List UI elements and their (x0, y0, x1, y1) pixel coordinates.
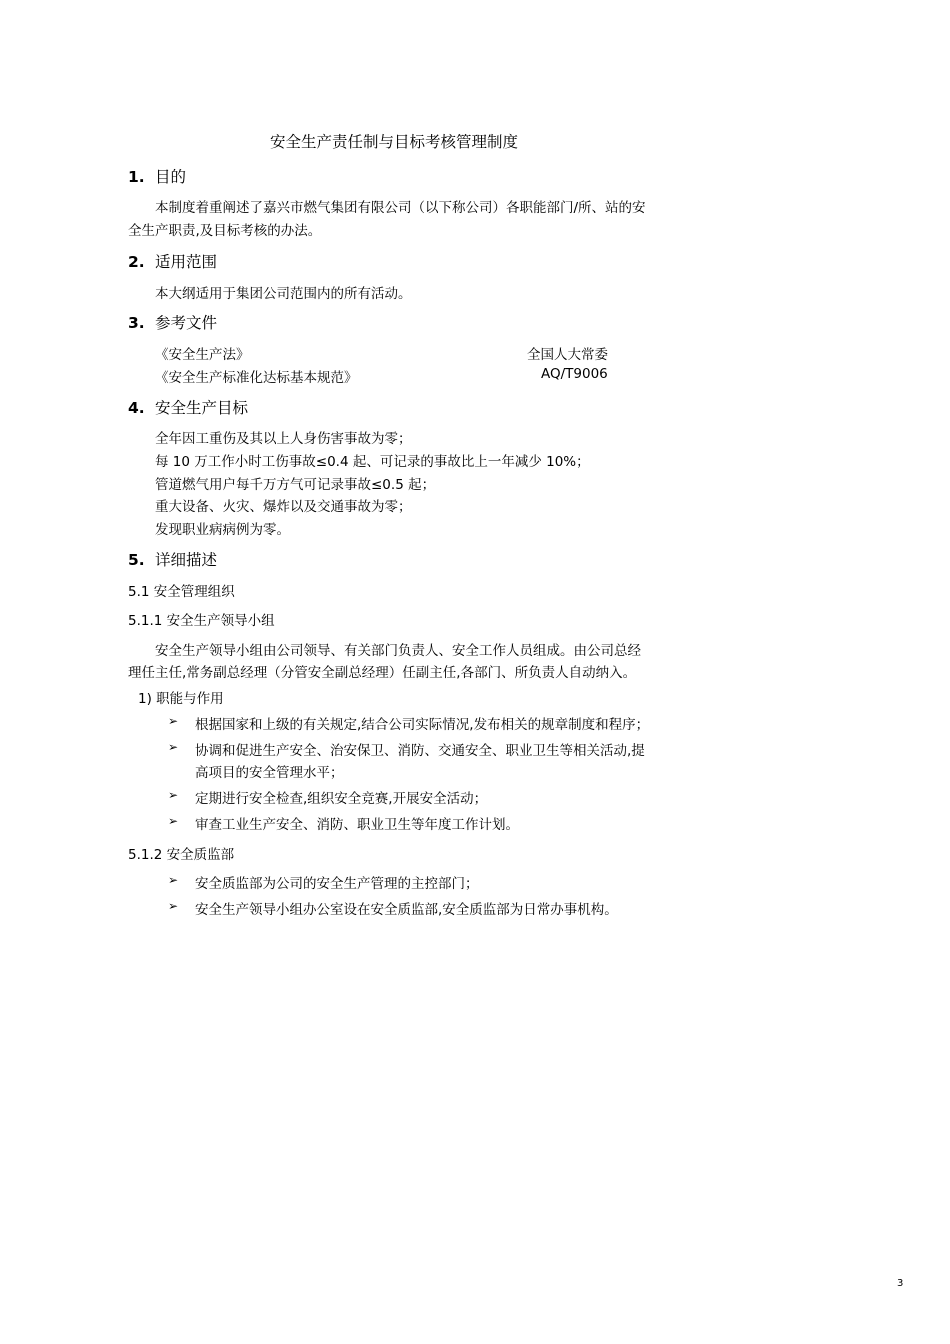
section-title: 参考文件 (155, 314, 218, 332)
section-heading-5 (128, 548, 217, 570)
section-heading-2 (128, 250, 217, 272)
paragraph-line: 全生产职责,及目标考核的办法。 (128, 223, 322, 239)
goal-line: 全年因工重伤及其以上人身伤害事故为零； (155, 431, 412, 447)
arrow-bullet-icon: ➢ (168, 814, 179, 828)
arrow-bullet-icon: ➢ (168, 788, 179, 802)
bullet-text: 安全生产领导小组办公室设在安全质监部,安全质监部为日常办事机构。 (195, 902, 618, 918)
bullet-text-continued: 高项目的安全管理水平； (195, 765, 344, 781)
bullet-text: 安全质监部为公司的安全生产管理的主控部门； (195, 876, 479, 892)
bullet-text: 审查工业生产安全、消防、职业卫生等年度工作计划。 (195, 817, 519, 833)
reference-issuer: AQ/T9006 (541, 366, 608, 382)
section-title: 安全生产目标 (155, 399, 249, 417)
goal-line: 发现职业病病例为零。 (155, 522, 290, 538)
section-number: 2. (128, 253, 145, 271)
arrow-bullet-icon: ➢ (168, 899, 179, 913)
section-title: 详细描述 (155, 551, 218, 569)
subsection-heading: 5.1 安全管理组织 (128, 584, 235, 600)
section-heading-1 (128, 165, 186, 187)
section-number: 5. (128, 551, 145, 569)
reference-name: 《安全生产标准化达标基本规范》 (155, 370, 358, 386)
page-number: 3 (897, 1278, 904, 1289)
paragraph-line: 安全生产领导小组由公司领导、有关部门负责人、安全工作人员组成。由公司总经 (155, 643, 641, 659)
section-title: 适用范围 (155, 253, 218, 271)
section-heading-3 (128, 311, 217, 333)
section-title: 目的 (155, 168, 187, 186)
subsection-heading: 5.1.1 安全生产领导小组 (128, 613, 275, 629)
document-title: 安全生产责任制与目标考核管理制度 (270, 133, 519, 151)
subsection-heading: 5.1.2 安全质监部 (128, 847, 235, 863)
bullet-text: 定期进行安全检查,组织安全竞赛,开展安全活动； (195, 791, 488, 807)
goal-line: 重大设备、火灾、爆炸以及交通事故为零； (155, 499, 412, 515)
section-number: 4. (128, 399, 145, 417)
goal-line: 管道燃气用户每千万方气可记录事故≤0.5 起； (155, 477, 436, 493)
bullet-text: 根据国家和上级的有关规定,结合公司实际情况,发布相关的规章制度和程序； (195, 717, 650, 733)
paragraph-line: 本大纲适用于集团公司范围内的所有活动。 (155, 286, 412, 302)
section-heading-4 (128, 396, 248, 418)
section-number: 3. (128, 314, 145, 332)
section-number: 1. (128, 168, 145, 186)
reference-issuer: 全国人大常委 (527, 347, 608, 363)
arrow-bullet-icon: ➢ (168, 740, 179, 754)
arrow-bullet-icon: ➢ (168, 873, 179, 887)
bullet-text: 协调和促进生产安全、治安保卫、消防、交通安全、职业卫生等相关活动,提 (195, 743, 645, 759)
arrow-bullet-icon: ➢ (168, 714, 179, 728)
paragraph-line: 本制度着重阐述了嘉兴市燃气集团有限公司（以下称公司）各职能部门/所、站的安 (155, 200, 646, 216)
paragraph-line: 理任主任,常务副总经理（分管安全副总经理）任副主任,各部门、所负责人自动纳入。 (128, 665, 637, 681)
list-item-heading: 1) 职能与作用 (138, 691, 224, 707)
reference-name: 《安全生产法》 (155, 347, 250, 363)
goal-line: 每 10 万工作小时工伤事故≤0.4 起、可记录的事故比上一年减少 10%； (155, 454, 590, 470)
